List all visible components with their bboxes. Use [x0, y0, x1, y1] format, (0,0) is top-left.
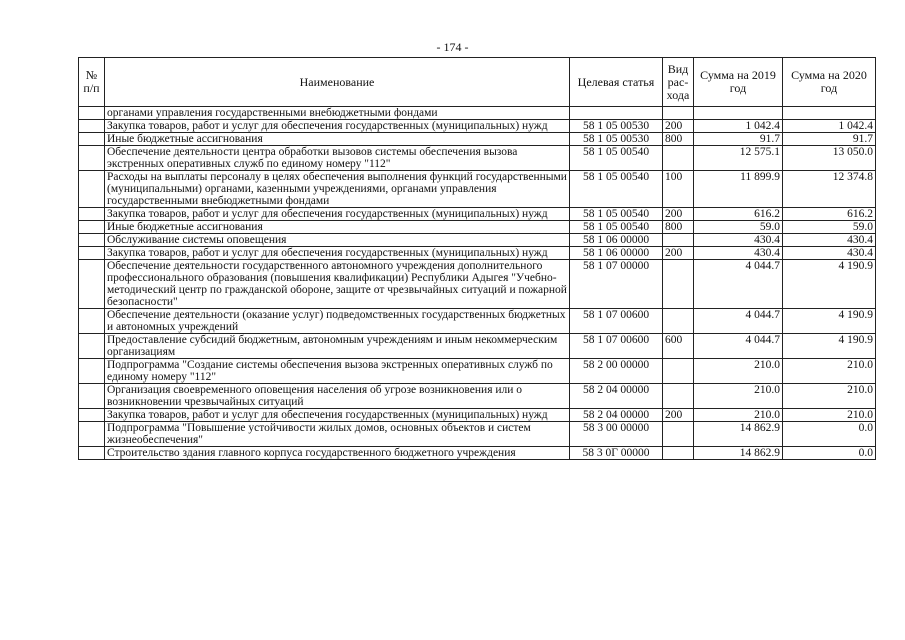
- row-expense-type-cell: 200: [663, 208, 694, 221]
- row-code-cell: 58 1 06 00000: [570, 234, 663, 247]
- table-row: [79, 221, 876, 234]
- row-code-cell: 58 1 05 00530: [570, 133, 663, 146]
- row-sum-2019-cell: 430.4: [694, 234, 783, 247]
- row-sum-2019-cell: 1 042.4: [694, 120, 783, 133]
- table-row: [79, 334, 876, 359]
- table-row: [79, 309, 876, 334]
- row-expense-type-cell: [663, 359, 694, 384]
- row-sum-2019-cell: [694, 107, 783, 120]
- row-sum-2019-cell: 4 044.7: [694, 260, 783, 309]
- row-sum-2019-cell: 4 044.7: [694, 309, 783, 334]
- row-sum-2020-cell: 210.0: [783, 359, 876, 384]
- table-row: [79, 359, 876, 384]
- table-row: [79, 422, 876, 447]
- row-expense-type-cell: 800: [663, 221, 694, 234]
- row-code-cell: 58 1 07 00000: [570, 260, 663, 309]
- table-header-row: [79, 58, 876, 107]
- row-sum-2020-cell: 430.4: [783, 234, 876, 247]
- row-sum-2020-cell: 210.0: [783, 409, 876, 422]
- row-name-cell: Подпрограмма "Создание системы обеспечения вызова экстренных оперативных служб по единому номеру "112": [105, 359, 570, 384]
- row-expense-type-cell: [663, 260, 694, 309]
- row-code-cell: 58 1 05 00530: [570, 120, 663, 133]
- row-name-cell: Закупка товаров, работ и услуг для обеспечения государственных (муниципальных) нужд: [105, 208, 570, 221]
- row-sum-2019-cell: 11 899.9: [694, 171, 783, 208]
- row-expense-type-cell: 200: [663, 120, 694, 133]
- row-sum-2020-cell: 1 042.4: [783, 120, 876, 133]
- row-name-cell: Иные бюджетные ассигнования: [105, 221, 570, 234]
- header-type: Вид рас-хода: [663, 58, 694, 107]
- row-sum-2019-cell: 210.0: [694, 359, 783, 384]
- table-row: [79, 208, 876, 221]
- row-name-cell: Закупка товаров, работ и услуг для обеспечения государственных (муниципальных) нужд: [105, 120, 570, 133]
- header-sum-2020: Сумма на 2020 год: [783, 58, 876, 107]
- row-code-cell: 58 1 05 00540: [570, 208, 663, 221]
- row-expense-type-cell: [663, 422, 694, 447]
- row-number-cell: [79, 221, 105, 234]
- row-sum-2019-cell: 14 862.9: [694, 447, 783, 460]
- row-number-cell: [79, 133, 105, 146]
- table-row: [79, 260, 876, 309]
- row-name-cell: Обслуживание системы оповещения: [105, 234, 570, 247]
- row-expense-type-cell: [663, 447, 694, 460]
- row-sum-2019-cell: 91.7: [694, 133, 783, 146]
- row-expense-type-cell: [663, 384, 694, 409]
- row-code-cell: 58 1 06 00000: [570, 247, 663, 260]
- header-code: Целевая статья: [570, 58, 663, 107]
- row-code-cell: 58 3 00 00000: [570, 422, 663, 447]
- row-sum-2019-cell: 4 044.7: [694, 334, 783, 359]
- table-row: [79, 234, 876, 247]
- row-expense-type-cell: 100: [663, 171, 694, 208]
- row-expense-type-cell: 200: [663, 247, 694, 260]
- row-sum-2020-cell: 59.0: [783, 221, 876, 234]
- row-number-cell: [79, 208, 105, 221]
- table-row: [79, 409, 876, 422]
- row-code-cell: 58 1 07 00600: [570, 309, 663, 334]
- row-code-cell: 58 2 04 00000: [570, 409, 663, 422]
- row-number-cell: [79, 234, 105, 247]
- row-code-cell: 58 1 05 00540: [570, 146, 663, 171]
- row-name-cell: Закупка товаров, работ и услуг для обеспечения государственных (муниципальных) нужд: [105, 247, 570, 260]
- row-sum-2020-cell: 0.0: [783, 422, 876, 447]
- row-name-cell: Обеспечение деятельности центра обработки вызовов системы обеспечения вызова экстренных оперативных служб по единому номеру "112": [105, 146, 570, 171]
- row-name-cell: Закупка товаров, работ и услуг для обеспечения государственных (муниципальных) нужд: [105, 409, 570, 422]
- row-number-cell: [79, 146, 105, 171]
- table-row: [79, 133, 876, 146]
- row-sum-2020-cell: 0.0: [783, 447, 876, 460]
- row-sum-2020-cell: 4 190.9: [783, 334, 876, 359]
- row-expense-type-cell: 800: [663, 133, 694, 146]
- row-code-cell: 58 1 05 00540: [570, 221, 663, 234]
- table-row: [79, 146, 876, 171]
- row-sum-2020-cell: 616.2: [783, 208, 876, 221]
- row-name-cell: органами управления государственными внебюджетными фондами: [105, 107, 570, 120]
- row-sum-2019-cell: 59.0: [694, 221, 783, 234]
- row-number-cell: [79, 447, 105, 460]
- row-expense-type-cell: [663, 146, 694, 171]
- table-row: [79, 384, 876, 409]
- row-name-cell: Предоставление субсидий бюджетным, автономным учреждениям и иным некоммерческим организациям: [105, 334, 570, 359]
- row-sum-2019-cell: 210.0: [694, 409, 783, 422]
- row-code-cell: 58 2 00 00000: [570, 359, 663, 384]
- row-number-cell: [79, 107, 105, 120]
- row-expense-type-cell: [663, 234, 694, 247]
- row-number-cell: [79, 247, 105, 260]
- row-sum-2020-cell: 13 050.0: [783, 146, 876, 171]
- row-expense-type-cell: 600: [663, 334, 694, 359]
- row-number-cell: [79, 260, 105, 309]
- row-expense-type-cell: [663, 107, 694, 120]
- row-name-cell: Расходы на выплаты персоналу в целях обеспечения выполнения функций государственными (муниципальными) органами, казенными учреждениями, органами управления государственными внебюджетными фондами: [105, 171, 570, 208]
- row-sum-2019-cell: 12 575.1: [694, 146, 783, 171]
- row-name-cell: Иные бюджетные ассигнования: [105, 133, 570, 146]
- row-sum-2020-cell: 4 190.9: [783, 260, 876, 309]
- row-sum-2019-cell: 430.4: [694, 247, 783, 260]
- row-number-cell: [79, 171, 105, 208]
- row-sum-2020-cell: 430.4: [783, 247, 876, 260]
- row-sum-2019-cell: 210.0: [694, 384, 783, 409]
- table-body: [79, 107, 876, 460]
- row-number-cell: [79, 409, 105, 422]
- row-sum-2020-cell: 4 190.9: [783, 309, 876, 334]
- row-sum-2019-cell: 616.2: [694, 208, 783, 221]
- row-expense-type-cell: [663, 309, 694, 334]
- header-num: № п/п: [79, 58, 105, 107]
- row-number-cell: [79, 359, 105, 384]
- row-name-cell: Обеспечение деятельности (оказание услуг) подведомственных государственных бюджетных и автономных учреждений: [105, 309, 570, 334]
- row-code-cell: 58 1 05 00540: [570, 171, 663, 208]
- row-code-cell: 58 3 0Г 00000: [570, 447, 663, 460]
- page-number: - 174 -: [436, 40, 469, 54]
- table-row: [79, 447, 876, 460]
- row-number-cell: [79, 309, 105, 334]
- row-sum-2019-cell: 14 862.9: [694, 422, 783, 447]
- row-name-cell: Организация своевременного оповещения населения об угрозе возникновения или о возникновении чрезвычайных ситуаций: [105, 384, 570, 409]
- table-row: [79, 120, 876, 133]
- row-sum-2020-cell: [783, 107, 876, 120]
- row-number-cell: [79, 120, 105, 133]
- row-name-cell: Подпрограмма "Повышение устойчивости жилых домов, основных объектов и систем жизнеобеспечения": [105, 422, 570, 447]
- row-number-cell: [79, 334, 105, 359]
- row-sum-2020-cell: 91.7: [783, 133, 876, 146]
- row-code-cell: 58 2 04 00000: [570, 384, 663, 409]
- table-row: [79, 107, 876, 120]
- row-number-cell: [79, 422, 105, 447]
- row-expense-type-cell: 200: [663, 409, 694, 422]
- row-sum-2020-cell: 210.0: [783, 384, 876, 409]
- row-code-cell: [570, 107, 663, 120]
- table-row: [79, 247, 876, 260]
- row-name-cell: Обеспечение деятельности государственного автономного учреждения дополнительного профессионального образования (повышения квалификации) Республики Адыгея "Учебно-методический центр по гражданской обороне, защите от чрезвычайных ситуаций и пожарной безопасности": [105, 260, 570, 309]
- row-name-cell: Строительство здания главного корпуса государственного бюджетного учреждения: [105, 447, 570, 460]
- header-name: Наименование: [105, 58, 570, 107]
- header-sum-2019: Сумма на 2019 год: [694, 58, 783, 107]
- budget-table: [78, 57, 876, 460]
- row-number-cell: [79, 384, 105, 409]
- row-code-cell: 58 1 07 00600: [570, 334, 663, 359]
- table-row: [79, 171, 876, 208]
- row-sum-2020-cell: 12 374.8: [783, 171, 876, 208]
